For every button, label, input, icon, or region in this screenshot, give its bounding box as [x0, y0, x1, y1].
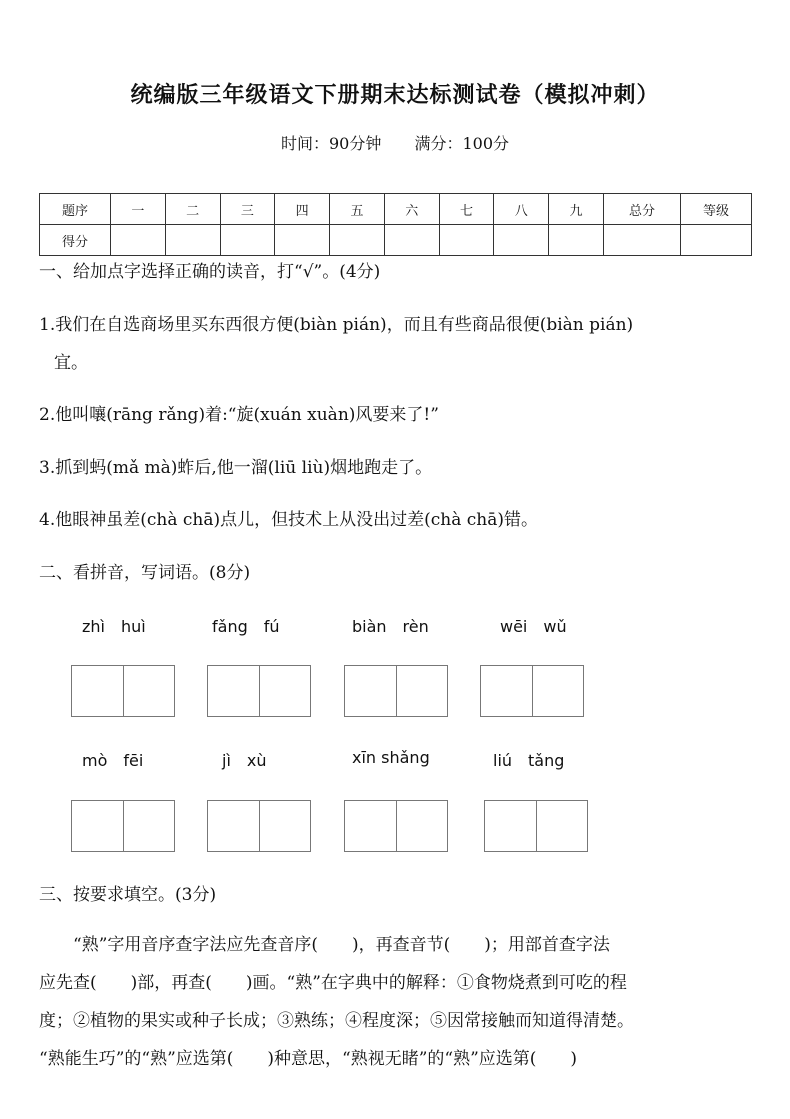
- pinyin-label: wēi wǔ: [500, 617, 567, 636]
- writing-box[interactable]: [344, 665, 448, 717]
- paragraph-line: “熟”字用音序查字法应先查音序( )，再查音节( )；用部首查字法: [39, 935, 610, 955]
- table-cell: 三: [220, 194, 275, 225]
- score-input-cell[interactable]: [681, 225, 752, 256]
- exam-info: [0, 131, 790, 154]
- table-cell: 五: [330, 194, 385, 225]
- score-input-cell[interactable]: [384, 225, 439, 256]
- section2-heading: 二、看拼音，写词语。(8分): [39, 563, 251, 583]
- score-input-cell[interactable]: [494, 225, 549, 256]
- score-input-cell[interactable]: [275, 225, 330, 256]
- table-cell: 总分: [604, 194, 681, 225]
- exam-title: 统编版三年级语文下册期末达标测试卷（模拟冲刺）: [130, 83, 660, 108]
- writing-box[interactable]: [484, 800, 588, 852]
- table-cell: 等级: [681, 194, 752, 225]
- pinyin-label: mò fēi: [82, 751, 144, 770]
- pinyin-label: fǎng fú: [212, 617, 280, 636]
- table-cell: 得分: [40, 225, 111, 256]
- exam-time: 时间：90分钟: [280, 134, 382, 153]
- writing-box[interactable]: [344, 800, 448, 852]
- question-item: 4.他眼神虽差(chà chā)点儿，但技术上从没出过差(chà chā)错。: [39, 510, 538, 530]
- pinyin-label: xīn shǎng: [352, 748, 430, 767]
- score-table: [39, 193, 752, 256]
- table-cell: 九: [549, 194, 604, 225]
- score-table-header-row: [40, 194, 752, 225]
- score-input-cell[interactable]: [111, 225, 166, 256]
- score-input-cell[interactable]: [165, 225, 220, 256]
- section1-heading: 一、给加点字选择正确的读音，打“√”。(4分): [39, 262, 381, 282]
- table-cell: 一: [111, 194, 166, 225]
- writing-box[interactable]: [207, 665, 311, 717]
- writing-box[interactable]: [480, 665, 584, 717]
- section3-heading: 三、按要求填空。(3分): [39, 885, 217, 905]
- question-item: 1.我们在自选商场里买东西很方便(biàn pián)，而且有些商品很便(biàn pián): [39, 315, 634, 335]
- table-cell: 八: [494, 194, 549, 225]
- score-input-cell[interactable]: [220, 225, 275, 256]
- table-cell: 四: [275, 194, 330, 225]
- score-input-cell[interactable]: [439, 225, 494, 256]
- question-item: 3.抓到蚂(mǎ mà)蚱后,他一溜(liū liù)烟地跑走了。: [39, 458, 433, 478]
- pinyin-label: biàn rèn: [352, 617, 429, 636]
- writing-box[interactable]: [207, 800, 311, 852]
- paragraph-line: 度；②植物的果实或种子长成；③熟练；④程度深；⑤因常接触而知道得清楚。: [39, 1011, 634, 1031]
- question-item: 2.他叫嚷(rāng rǎng)着:“旋(xuán xuàn)风要来了!”: [39, 405, 439, 425]
- exam-full-score: 满分：100分: [414, 134, 509, 153]
- paragraph-line: 应先查( )部，再查( )画。“熟”在字典中的解释：①食物烧煮到可吃的程: [39, 973, 627, 993]
- score-input-cell[interactable]: [604, 225, 681, 256]
- table-cell: 七: [439, 194, 494, 225]
- table-cell: 题序: [40, 194, 111, 225]
- score-input-cell[interactable]: [330, 225, 385, 256]
- table-cell: 二: [165, 194, 220, 225]
- writing-box[interactable]: [71, 665, 175, 717]
- section3-paragraph: [39, 926, 754, 1078]
- score-input-cell[interactable]: [549, 225, 604, 256]
- paragraph-line: “熟能生巧”的“熟”应选第( )种意思，“熟视无睹”的“熟”应选第( ): [39, 1049, 578, 1069]
- writing-box[interactable]: [71, 800, 175, 852]
- pinyin-label: zhì huì: [82, 617, 146, 636]
- question-item-continued: 宜。: [54, 353, 88, 373]
- score-table-score-row: [40, 225, 752, 256]
- pinyin-label: jì xù: [222, 751, 267, 770]
- pinyin-label: liú tǎng: [493, 751, 565, 770]
- table-cell: 六: [384, 194, 439, 225]
